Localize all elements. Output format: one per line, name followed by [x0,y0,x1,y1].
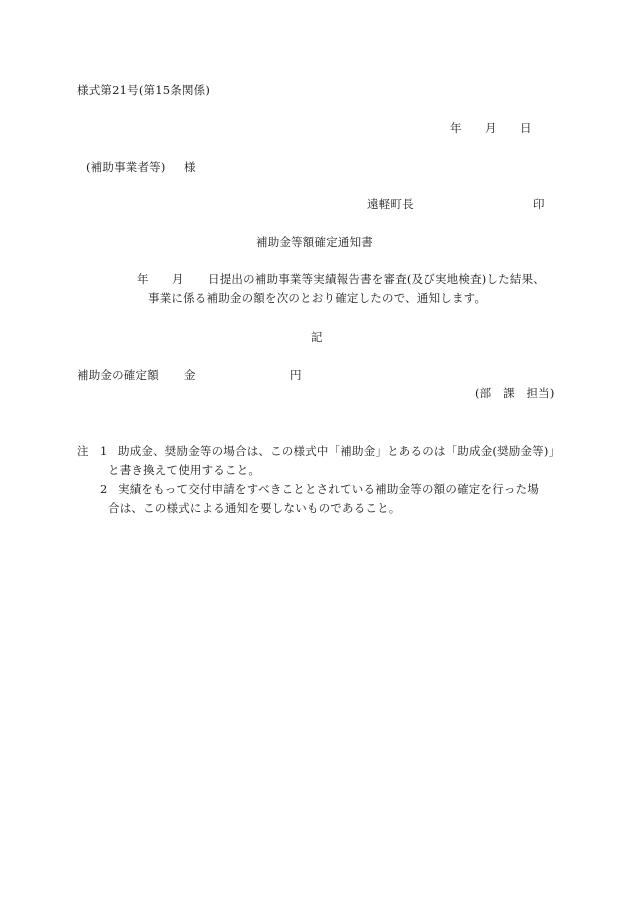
body-line-2: 事業に係る補助金の額を次のとおり確定したので、通知します。 [148,291,487,305]
document-title: 補助金等額確定通知書 [256,235,373,249]
note-number: 2 [100,482,108,496]
date-month-label: 月 [485,121,497,135]
note-number: 1 [100,444,108,458]
note-line-1: 実績をもって交付申請をすべきこととされている補助金等の額の確定を行った場 [118,482,539,496]
recipient-name: (補助事業者等) [86,160,166,174]
body-year-label: 年 [137,272,149,286]
recipient-honorific: 様 [184,160,196,174]
amount-kin: 金 [184,368,196,382]
notes-label: 注 [77,444,89,458]
date-year-label: 年 [450,121,462,135]
body-month-label: 月 [172,272,184,286]
body-line-1: 日提出の補助事業等実績報告書を審査(及び実地検査)した結果、 [208,272,545,286]
amount-yen: 円 [290,368,302,382]
issuer-title: 遠軽町長 [367,197,414,211]
date-day-label: 日 [520,121,532,135]
form-number: 様式第21号(第15条関係) [77,83,211,97]
ki-heading: 記 [311,330,323,344]
note-line-2: と書き換えて使用すること。 [108,463,261,477]
amount-label: 補助金の確定額 [77,368,159,382]
issuer-seal: 印 [533,197,545,211]
note-line-2: 合は、この様式による通知を要しないものであること。 [108,501,401,515]
note-line-1: 助成金、奨励金等の場合は、この様式中「補助金」とあるのは「助成金(奨励金等)」 [118,444,561,458]
contact-info: (部 課 担当) [475,386,555,400]
